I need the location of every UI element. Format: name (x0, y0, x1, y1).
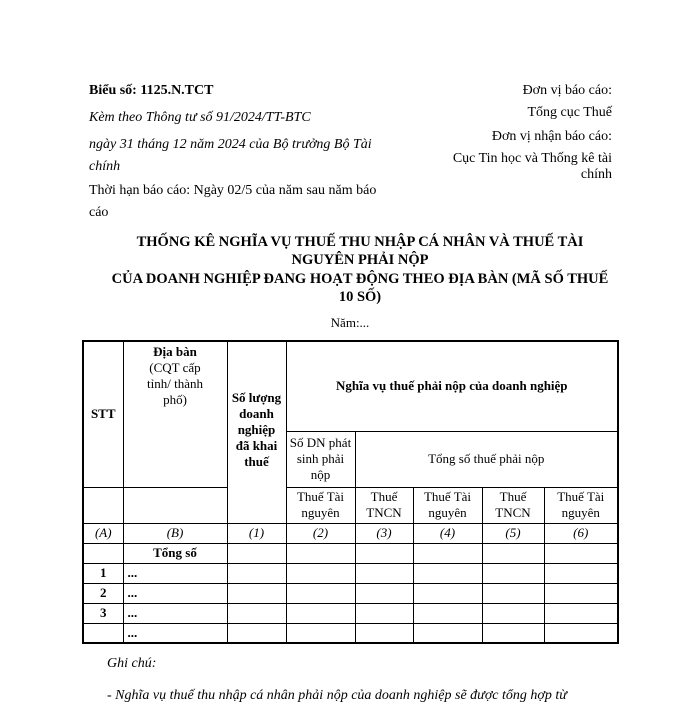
code-1: (1) (227, 523, 286, 543)
report-deadline: Thời hạn báo cáo: Ngày 02/5 của năm sau năm báo cáo (89, 183, 377, 220)
total-label: Tổng số (123, 543, 227, 563)
form-number: Biểu số: 1125.N.TCT (89, 83, 214, 98)
reporting-unit-value: Tổng cục Thuế (527, 105, 612, 120)
receiving-unit-value-cont: chính (580, 167, 612, 182)
report-title-line4: 10 SỐ) (338, 289, 382, 305)
table-row: 2 ... (83, 583, 618, 603)
reporting-unit-label: Đơn vị báo cáo: (522, 83, 612, 98)
header-tax-obligation: Nghĩa vụ thuế phải nộp của doanh nghiệp (286, 341, 618, 431)
header-total-tax: Tổng số thuế phải nộp (355, 431, 618, 487)
header-area-title: Địa bàn (153, 344, 197, 359)
subheader-2: Thuế TNCN (355, 487, 413, 523)
table-row: ... (83, 623, 618, 643)
header-dn-arising: Số DN phát sinh phải nộp (286, 431, 355, 487)
statistics-table (82, 340, 619, 644)
code-b: (B) (123, 523, 227, 543)
table-row: 1 ... (83, 563, 618, 583)
table-row-total (83, 543, 618, 563)
header-enterprise-count: Số lượng doanh nghiệp đã khai thuế (227, 341, 286, 523)
subheader-5: Thuế Tài nguyên (544, 487, 618, 523)
code-4: (4) (413, 523, 482, 543)
circular-date: ngày 31 tháng 12 năm 2024 của Bộ trưởng Bộ Tài chính (89, 137, 372, 174)
header-stt: STT (83, 341, 123, 487)
notes-label: Ghi chú: (107, 656, 157, 671)
receiving-unit-label: Đơn vị nhận báo cáo: (491, 129, 612, 144)
header-area (123, 341, 227, 487)
subheader-1: Thuế Tài nguyên (286, 487, 355, 523)
header-area-detail: (CQT cấp tỉnh/ thành phố) (147, 360, 203, 407)
report-title-line1: THỐNG KÊ NGHĨA VỤ THUẾ THU NHẬP CÁ NHÂN VÀ THUẾ TÀI (136, 234, 584, 250)
subheader-3: Thuế Tài nguyên (413, 487, 482, 523)
code-3: (3) (355, 523, 413, 543)
code-a: (A) (83, 523, 123, 543)
code-6: (6) (544, 523, 618, 543)
code-5: (5) (482, 523, 544, 543)
circular-reference: Kèm theo Thông tư số 91/2024/TT-BTC (89, 110, 311, 125)
receiving-unit-value: Cục Tin học và Thống kê tài (452, 151, 612, 166)
code-2: (2) (286, 523, 355, 543)
header-blank-stt (83, 487, 123, 523)
table-row: 3 ... (83, 603, 618, 623)
subheader-4: Thuế TNCN (482, 487, 544, 523)
notes-line1: - Nghĩa vụ thuế thu nhập cá nhân phải nộp của doanh nghiệp sẽ được tổng hợp từ (107, 688, 567, 703)
header-blank-area (123, 487, 227, 523)
report-title-line3: CỦA DOANH NGHIỆP ĐANG HOẠT ĐỘNG THEO ĐỊA BÀN (MÃ SỐ THUẾ (111, 271, 609, 287)
report-title-line2: NGUYÊN PHẢI NỘP (291, 252, 429, 268)
report-year: Năm:... (330, 315, 370, 330)
